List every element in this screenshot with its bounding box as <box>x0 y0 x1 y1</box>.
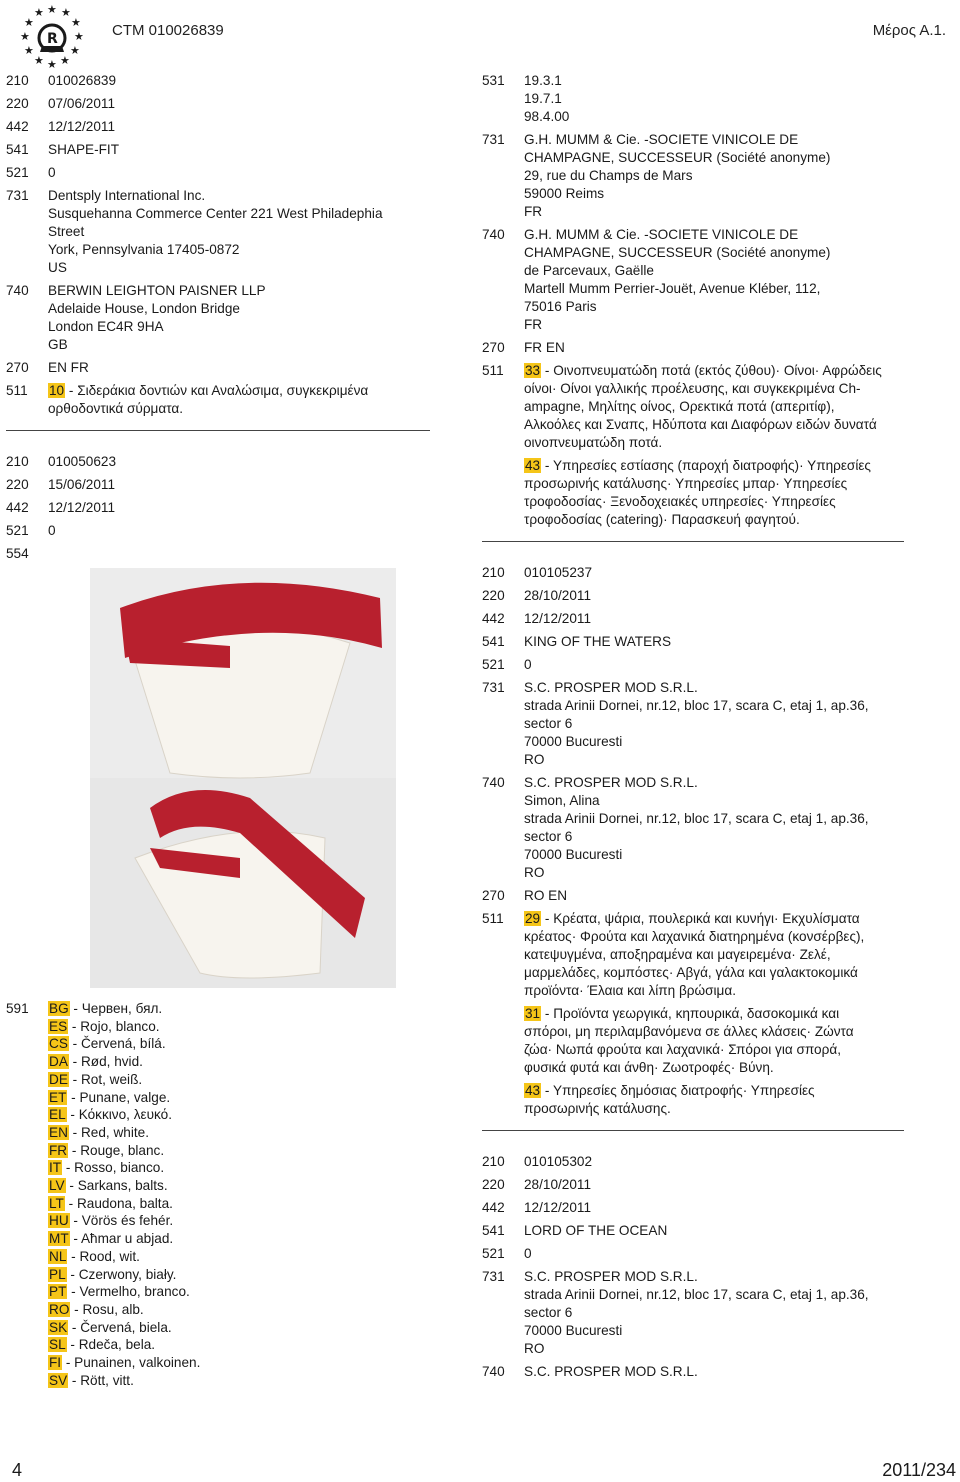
colour-claim: LV - Sarkans, balts. <box>49 1178 168 1194</box>
field-541: 541 KING OF THE WATERS <box>482 633 912 651</box>
field-731: 731 G.H. MUMM & Cie. -SOCIETE VINICOLE DE CHAMPAGNE, SUCCESSEUR (Société anonyme) 29, rue du Champs de Mars 59000 Reims FR <box>482 131 912 221</box>
nice-class-badge: 43 <box>525 1083 541 1098</box>
application-number: 010105237 <box>524 565 593 580</box>
field-521: 521 0 <box>6 164 436 182</box>
svg-text:★: ★ <box>74 30 84 43</box>
colour-claim: PL - Czerwony, biały. <box>49 1266 177 1282</box>
field-591: 591 BG - Червен, бял. ES - Rojo, blanco. CS - Červená, bílá. DA - Rød, hvid. DE - Rot, weiß. ET - Punane, valge. EL - Κόκκινο, λευκό. EN - Red, white. FR - Rouge, blanc. IT - Rosso, bianco. LV - Sarkans, balts. LT - Raudona, balta. HU - Vörös és fehér. MT - Aħmar u abjad. NL - Rood, wit. PL - Czerwony, biały. PT - Vermelho, branco. RO - Rosu, alb. SK - Červená, biela. SL - Rdeča, bela. FI - Punainen, valkoinen. SV - Rött, vitt. <box>6 1000 436 1394</box>
nice-class-badge: 10 <box>49 383 65 398</box>
field-731: 731 S.C. PROSPER MOD S.R.L. strada Arinii Dornei, nr.12, bloc 17, scara C, etaj 1, ap.36, sector 6 70000 Bucuresti RO <box>482 1268 912 1358</box>
svg-text:★: ★ <box>71 16 81 29</box>
page-number: 4 <box>12 1460 23 1480</box>
svg-text:★: ★ <box>34 6 44 19</box>
filing-date: 28/10/2011 <box>524 1177 592 1192</box>
svg-text:R: R <box>47 31 58 47</box>
field-442: 442 12/12/2011 <box>482 1199 912 1217</box>
field-740: 740 BERWIN LEIGHTON PAISNER LLP Adelaide House, London Bridge London EC4R 9HA GB <box>6 282 436 354</box>
applicant: Dentsply International Inc. Susquehanna Commerce Center 221 West Philadephia Street York, Pennsylvania 17405-0872 US <box>48 188 383 275</box>
part-label: Μέρος Α.1. <box>872 22 946 39</box>
filing-date: 28/10/2011 <box>524 588 592 603</box>
field-220: 220 15/06/2011 <box>6 476 436 494</box>
field-740: 740 S.C. PROSPER MOD S.R.L. <box>482 1363 912 1381</box>
applicant: S.C. PROSPER MOD S.R.L. strada Arinii Dornei, nr.12, bloc 17, scara C, etaj 1, ap.36, sector 6 70000 Bucuresti RO <box>524 680 869 767</box>
field-521: 521 0 <box>482 656 912 674</box>
filing-date: 15/06/2011 <box>48 477 116 492</box>
nice-class-badge: 33 <box>525 363 541 378</box>
publication-date: 12/12/2011 <box>48 119 116 134</box>
goods-services: 33 - Οινοπνευματώδη ποτά (εκτός ζύθου)· Οίνοι· Αφρώδεις οίνοι· Οίνοι γαλλικής προέλευσης, και συγκεκριμένα Ch- ampagne, Μηλίτης οίνος, Ορεκτικά ποτά (απεριτίφ), Αλκοόλες και Σναπς, Ηδύποτα και Διαφόρων ειδών δυνατά οινοπνευματώδη ποτά. 43 - Υπηρεσίες εστίασης (παροχή διατροφής)· Υπηρεσίες προσωρινής κατάλυσης· Υπηρεσίες μπαρ· Υπηρεσίες τροφοδοσίας· Ξενοδοχειακές υπηρεσίες· Υπηρεσίες τροφοδοσίας (catering)· Παρασκευή φαγητού. <box>524 363 882 527</box>
record-divider <box>482 541 904 542</box>
vienna-classification: 19.3.1 19.7.1 98.4.00 <box>524 73 570 124</box>
three-d-mark-image <box>90 568 396 988</box>
nice-class-badge: 43 <box>525 458 541 473</box>
record-divider <box>482 1130 904 1131</box>
colour-claim: HU - Vörös és fehér. <box>49 1213 174 1229</box>
field-511: 511 10 - Σιδεράκια δοντιών και Αναλώσιμα, συγκεκριμένα ορθοδοντικά σύρματα. <box>6 382 436 418</box>
field-740: 740 G.H. MUMM & Cie. -SOCIETE VINICOLE DE CHAMPAGNE, SUCCESSEUR (Société anonyme) de Parcevaux, Gaëlle Martell Mumm Perrier-Jouët, Avenue Kléber, 112, 75016 Paris FR <box>482 226 912 334</box>
colour-claim: ET - Punane, valge. <box>49 1089 171 1105</box>
colour-claims <box>48 1000 436 1389</box>
colour-claim: SL - Rdeča, bela. <box>49 1337 156 1353</box>
colour-claim: LT - Raudona, balta. <box>49 1195 173 1211</box>
svg-text:★: ★ <box>34 54 44 67</box>
svg-text:★: ★ <box>24 44 34 57</box>
field-554: 554 <box>6 546 29 561</box>
left-column <box>6 72 436 568</box>
applicant: S.C. PROSPER MOD S.R.L. strada Arinii Dornei, nr.12, bloc 17, scara C, etaj 1, ap.36, sector 6 70000 Bucuresti RO <box>524 1269 869 1356</box>
field-270: 270 RO EN <box>482 887 912 905</box>
application-number: 010050623 <box>48 454 117 469</box>
colour-claim: FR - Rouge, blanc. <box>49 1142 165 1158</box>
applicant: G.H. MUMM & Cie. -SOCIETE VINICOLE DE CHAMPAGNE, SUCCESSEUR (Société anonyme) 29, rue du Champs de Mars 59000 Reims FR <box>524 132 831 219</box>
distinctiveness: 0 <box>48 523 56 538</box>
colour-claim: RO - Rosu, alb. <box>49 1301 144 1317</box>
svg-text:★: ★ <box>24 16 34 29</box>
representative: S.C. PROSPER MOD S.R.L. <box>524 1364 698 1379</box>
distinctiveness: 0 <box>524 657 532 672</box>
representative: G.H. MUMM & Cie. -SOCIETE VINICOLE DE CHAMPAGNE, SUCCESSEUR (Société anonyme) de Parcevaux, Gaëlle Martell Mumm Perrier-Jouët, Avenue Kléber, 112, 75016 Paris FR <box>524 227 831 332</box>
languages: EN FR <box>48 360 89 375</box>
field-442: 442 12/12/2011 <box>6 118 436 136</box>
field-511: 511 29 - Κρέατα, ψάρια, πουλερικά και κυνήγι· Εκχυλίσματα κρέατος· Φρούτα και λαχανικά διατηρημένα (κονσέρβες), κατεψυγμένα, αποξηραμένα και μαγειρεμένα· Ζελέ, μαρμελάδες, κομπόστες· Αβγά, γάλα και γαλακτοκομικά προϊόντα· Έλαια και λίπη βρώσιμα. 31 - Προϊόντα γεωργικά, κηπουρικά, δασοκομικά και σπόροι, μη περιλαμβανόμενα σε άλλες κλάσεις· Ζώντα ζώα· Νωπά φρούτα και λαχανικά· Σπόροι για σπορά, φυσικά φυτά και άνθη· Ζωοτροφές· Βύνη. 43 - Υπηρεσίες δημόσιας διατροφής· Υπηρεσίες προσωρινής κατάλυσης. <box>482 910 912 1118</box>
field-210: 210 010026839 <box>6 72 436 90</box>
colour-claim: SK - Červená, biela. <box>49 1319 172 1335</box>
field-521: 521 0 <box>6 522 436 540</box>
colour-claim: FI - Punainen, valkoinen. <box>49 1355 201 1371</box>
publication-date: 12/12/2011 <box>524 1200 592 1215</box>
publication-date: 12/12/2011 <box>524 611 592 626</box>
field-541: 541 SHAPE-FIT <box>6 141 436 159</box>
field-210: 210 010105237 <box>482 564 912 582</box>
field-442: 442 12/12/2011 <box>482 610 912 628</box>
publication-date: 12/12/2011 <box>48 500 116 515</box>
distinctiveness: 0 <box>48 165 56 180</box>
field-541: 541 LORD OF THE OCEAN <box>482 1222 912 1240</box>
mark-text: KING OF THE WATERS <box>524 634 672 649</box>
svg-text:★: ★ <box>20 30 30 43</box>
mark-text: LORD OF THE OCEAN <box>524 1223 668 1238</box>
field-270: 270 FR EN <box>482 339 912 357</box>
field-210: 210 010105302 <box>482 1153 912 1171</box>
svg-text:★: ★ <box>70 44 80 57</box>
languages: RO EN <box>524 888 568 903</box>
mark-text: SHAPE-FIT <box>48 142 119 157</box>
field-731: 731 S.C. PROSPER MOD S.R.L. strada Arinii Dornei, nr.12, bloc 17, scara C, etaj 1, ap.36, sector 6 70000 Bucuresti RO <box>482 679 912 769</box>
goods-services: 29 - Κρέατα, ψάρια, πουλερικά και κυνήγι· Εκχυλίσματα κρέατος· Φρούτα και λαχανικά διατηρημένα (κονσέρβες), κατεψυγμένα, αποξηραμένα και μαγειρεμένα· Ζελέ, μαρμελάδες, κομπόστες· Αβγά, γάλα και γαλακτοκομικά προϊόντα· Έλαια και λίπη βρώσιμα. 31 - Προϊόντα γεωργικά, κηπουρικά, δασοκομικά και σπόροι, μη περιλαμβανόμενα σε άλλες κλάσεις· Ζώντα ζώα· Νωπά φρούτα και λαχανικά· Σπόροι για σπορά, φυσικά φυτά και άνθη· Ζωοτροφές· Βύνη. 43 - Υπηρεσίες δημόσιας διατροφής· Υπηρεσίες προσωρινής κατάλυσης. <box>524 911 865 1116</box>
field-521: 521 0 <box>482 1245 912 1263</box>
application-number: 010026839 <box>48 73 117 88</box>
field-731: 731 Dentsply International Inc. Susquehanna Commerce Center 221 West Philadephia Street York, Pennsylvania 17405-0872 US <box>6 187 436 277</box>
colour-claim: EN - Red, white. <box>49 1124 149 1140</box>
vase-photos <box>90 568 396 988</box>
bulletin-issue: 2011/234 <box>882 1460 956 1480</box>
field-210: 210 010050623 <box>6 453 436 471</box>
doc-code: CTM 010026839 <box>112 22 224 39</box>
svg-text:★: ★ <box>61 6 71 19</box>
field-220: 220 07/06/2011 <box>6 95 436 113</box>
nice-class-badge: 31 <box>525 1006 541 1021</box>
colour-claim: MT - Aħmar u abjad. <box>49 1231 174 1247</box>
colour-claim: DA - Rød, hvid. <box>49 1054 143 1070</box>
distinctiveness: 0 <box>524 1246 532 1261</box>
field-220: 220 28/10/2011 <box>482 1176 912 1194</box>
representative: BERWIN LEIGHTON PAISNER LLP Adelaide House, London Bridge London EC4R 9HA GB <box>48 283 266 352</box>
filing-date: 07/06/2011 <box>48 96 116 111</box>
colour-claim: NL - Rood, wit. <box>49 1248 140 1264</box>
field-442: 442 12/12/2011 <box>6 499 436 517</box>
field-740: 740 S.C. PROSPER MOD S.R.L. Simon, Alina strada Arinii Dornei, nr.12, bloc 17, scara C, etaj 1, ap.36, sector 6 70000 Bucuresti RO <box>482 774 912 882</box>
colour-claim: EL - Κόκκινο, λευκό. <box>49 1107 172 1123</box>
field-511: 511 33 - Οινοπνευματώδη ποτά (εκτός ζύθου)· Οίνοι· Αφρώδεις οίνοι· Οίνοι γαλλικής προέλευσης, και συγκεκριμένα Ch- ampagne, Μηλίτης οίνος, Ορεκτικά ποτά (απεριτίφ), Αλκοόλες και Σναπς, Ηδύποτα και Διαφόρων ειδών δυνατά οινοπνευματώδη ποτά. 43 - Υπηρεσίες εστίασης (παροχή διατροφής)· Υπηρεσίες προσωρινής κατάλυσης· Υπηρεσίες μπαρ· Υπηρεσίες τροφοδοσίας· Ξενοδοχειακές υπηρεσίες· Υπηρεσίες τροφοδοσίας (catering)· Παρασκευή φαγητού. <box>482 362 912 529</box>
colour-claim: PT - Vermelho, branco. <box>49 1284 190 1300</box>
field-270: 270 EN FR <box>6 359 436 377</box>
right-column <box>482 72 912 1386</box>
nice-class-badge: 29 <box>525 911 541 926</box>
eu-stars-logo <box>6 2 98 72</box>
svg-text:★: ★ <box>47 58 57 71</box>
field-220: 220 28/10/2011 <box>482 587 912 605</box>
application-number: 010105302 <box>524 1154 593 1169</box>
colour-claim: BG - Червен, бял. <box>49 1001 163 1016</box>
svg-text:★: ★ <box>47 3 57 16</box>
colour-claim: SV - Rött, vitt. <box>49 1372 134 1388</box>
representative: S.C. PROSPER MOD S.R.L. Simon, Alina strada Arinii Dornei, nr.12, bloc 17, scara C, etaj 1, ap.36, sector 6 70000 Bucuresti RO <box>524 775 869 880</box>
record-divider <box>6 430 430 431</box>
field-531: 531 19.3.1 19.7.1 98.4.00 <box>482 72 912 126</box>
languages: FR EN <box>524 340 565 355</box>
goods-services: 10 - Σιδεράκια δοντιών και Αναλώσιμα, συγκεκριμένα ορθοδοντικά σύρματα. <box>48 383 369 416</box>
colour-claim: CS - Červená, bílá. <box>49 1036 166 1052</box>
colour-claim: ES - Rojo, blanco. <box>49 1018 160 1034</box>
svg-text:★: ★ <box>60 54 70 67</box>
colour-claim: DE - Rot, weiß. <box>49 1071 143 1087</box>
colour-claim: IT - Rosso, bianco. <box>49 1160 165 1176</box>
